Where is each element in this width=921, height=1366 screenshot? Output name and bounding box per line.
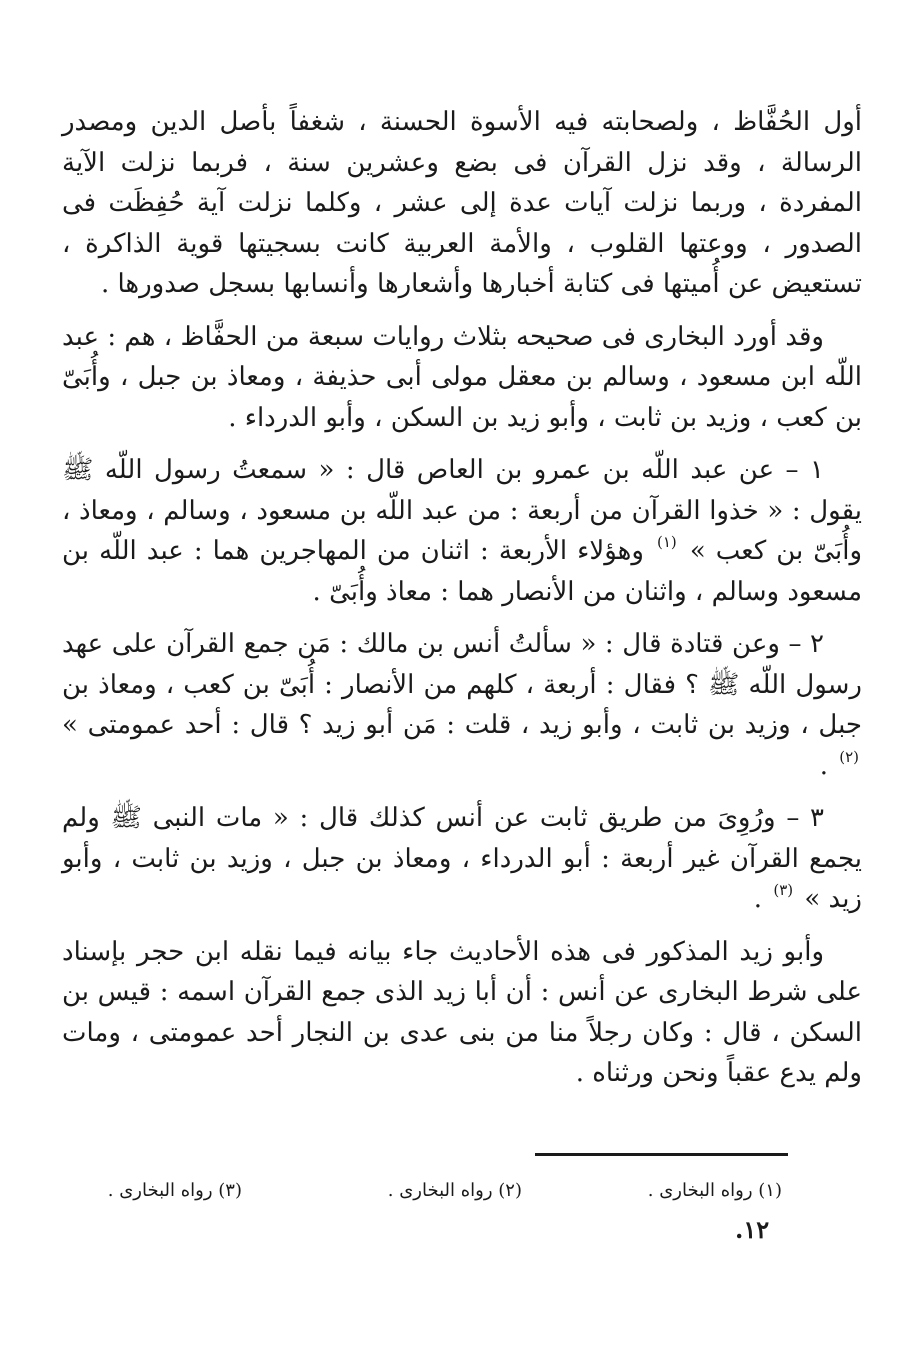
- footnote-divider: [535, 1153, 788, 1156]
- hadith-1-text: ١ – عن عبد اللّه بن عمرو بن العاص قال : « سمعتُ رسول اللّه ﷺ يقول : « خذوا القرآن من أربعة : من عبد اللّه بن مسعود ، وسالم ، ومعاذ ، وأُبَىّ بن كعب »: [62, 455, 862, 566]
- page-number: ١٢.: [735, 1215, 770, 1244]
- hadith-2-text: ٢ – وعن قتادة قال : « سألتُ أنس بن مالك : مَن جمع القرآن على عهد رسول اللّه ﷺ ؟ فقال : أربعة ، كلهم من الأنصار : أُبَىّ بن كعب ، ومعاذ بن جبل ، وزيد بن ثابت ، وأبو زيد ، قلت : مَن أبو زيد ؟ قال : أحد عمومتى »: [62, 629, 863, 740]
- footnote-ref-2[interactable]: (٢): [839, 747, 859, 766]
- hadith-3-text: ٣ – ورُوِىَ من طريق ثابت عن أنس كذلك قال : « مات النبى ﷺ ولم يجمع القرآن غير أربعة : أبو الدرداء ، ومعاذ بن جبل ، وزيد بن ثابت ، وأبو زيد »: [62, 803, 862, 914]
- page-body: [62, 102, 862, 1106]
- hadith-1-continuation: وهؤلاء الأربعة : اثنان من المهاجرين هما : عبد اللّه بن مسعود وسالم ، واثنان من الأنصار هما : معاذ وأُبَىّ .: [62, 536, 862, 607]
- footnote-1: (١) رواه البخارى .: [647, 1180, 782, 1201]
- hadith-2: [62, 624, 862, 786]
- footnotes: [62, 1178, 862, 1204]
- hadith-1: [62, 450, 862, 612]
- footnote-ref-3[interactable]: (٣): [773, 881, 794, 899]
- hadith-3: [62, 798, 862, 920]
- footnote-2: (٢) رواه البخارى .: [387, 1180, 522, 1201]
- footnote-3: (٣) رواه البخارى .: [107, 1180, 242, 1201]
- paragraph-6: وأبو زيد المذكور فى هذه الأحاديث جاء بيانه فيما نقله ابن حجر بإسناد على شرط البخارى عن أنس : أن أبا زيد الذى جمع القرآن اسمه : قيس بن السكن ، قال : وكان رجلاً منا من بنى عدى بن النجار أحد عمومتى ، ومات ولم يدع عقباً ونحن ورثناه .: [62, 936, 862, 1088]
- paragraph-1: أول الحُفَّاظ ، ولصحابته فيه الأسوة الحسنة ، شغفاً بأصل الدين ومصدر الرسالة ، وقد نزل القرآن فى بضع وعشرين سنة ، فربما نزلت الآية المفردة ، وربما نزلت آيات عدة إلى عشر ، وكلما نزلت آية حُفِظَت فى الصدور ، ووعتها القلوب ، والأمة العربية كانت بسجيتها قوية الذاكرة ، تستعيض عن أُميتها فى كتابة أخبارها وأشعارها وأنسابها بسجل صدورها .: [62, 107, 862, 299]
- paragraph-2: وقد أورد البخارى فى صحيحه بثلاث روايات سبعة من الحفَّاظ ، هم : عبد اللّه ابن مسعود ، وسالم بن معقل مولى أبى حذيفة ، ومعاذ بن جبل ، وأُبَىّ بن كعب ، وزيد بن ثابت ، وأبو زيد بن السكن ، وأبو الدرداء .: [62, 321, 862, 433]
- hadith-3-continuation: .: [753, 884, 763, 914]
- footnote-ref-1[interactable]: (١): [656, 533, 677, 551]
- hadith-2-continuation: .: [819, 750, 828, 781]
